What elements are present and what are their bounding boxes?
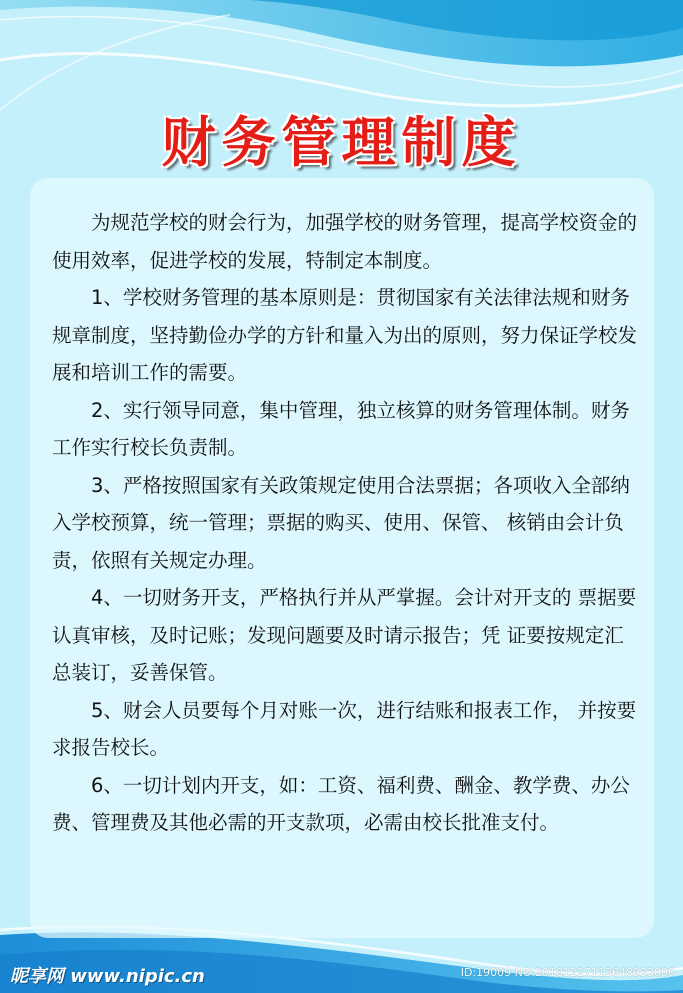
rule-3-paragraph: 3、严格按照国家有关政策规定使用合法票据；各项收入全部纳入学校预算，统一管理；票据的购买、使用、保管、 核销由会计负责，依照有关规定办理。	[52, 473, 630, 572]
rule-2-paragraph: 2、实行领导同意，集中管理，独立核算的财务管理体制。财务工作实行校长负责制。	[52, 398, 630, 459]
rule-4-paragraph: 4、一切财务开支，严格执行并从严掌握。会计对开支的 票据要认真审核，及时记账；发现问题要及时请示报告；凭 证要按规定汇总装订，妥善保管。	[52, 586, 637, 684]
site-watermark: 昵享网 www.nipic.cn	[10, 966, 205, 987]
rule-1-paragraph: 1、学校财务管理的基本原则是：贯彻国家有关法律法规和财务规章制度，坚持勤俭办学的方针和量入为出的原则，努力保证学校发展和培训工作的需要。	[52, 286, 638, 384]
image-id-watermark: ID:19009 NO:20181227113648933000	[460, 966, 675, 979]
rule-6-paragraph: 6、一切计划内开支，如：工资、福利费、酬金、教学费、办公费、管理费及其他必需的开支款项，必需由校长批准支付。	[52, 773, 630, 834]
page-title: 财务管理制度	[161, 111, 522, 174]
content-body	[52, 204, 642, 842]
rule-5-paragraph: 5、财会人员要每个月对账一次，进行结账和报表工作， 并按要求报告校长。	[52, 698, 637, 759]
intro-paragraph: 为规范学校的财会行为，加强学校的财务管理，提高学校资金的使用效率，促进学校的发展，特制定本制度。	[52, 211, 638, 272]
